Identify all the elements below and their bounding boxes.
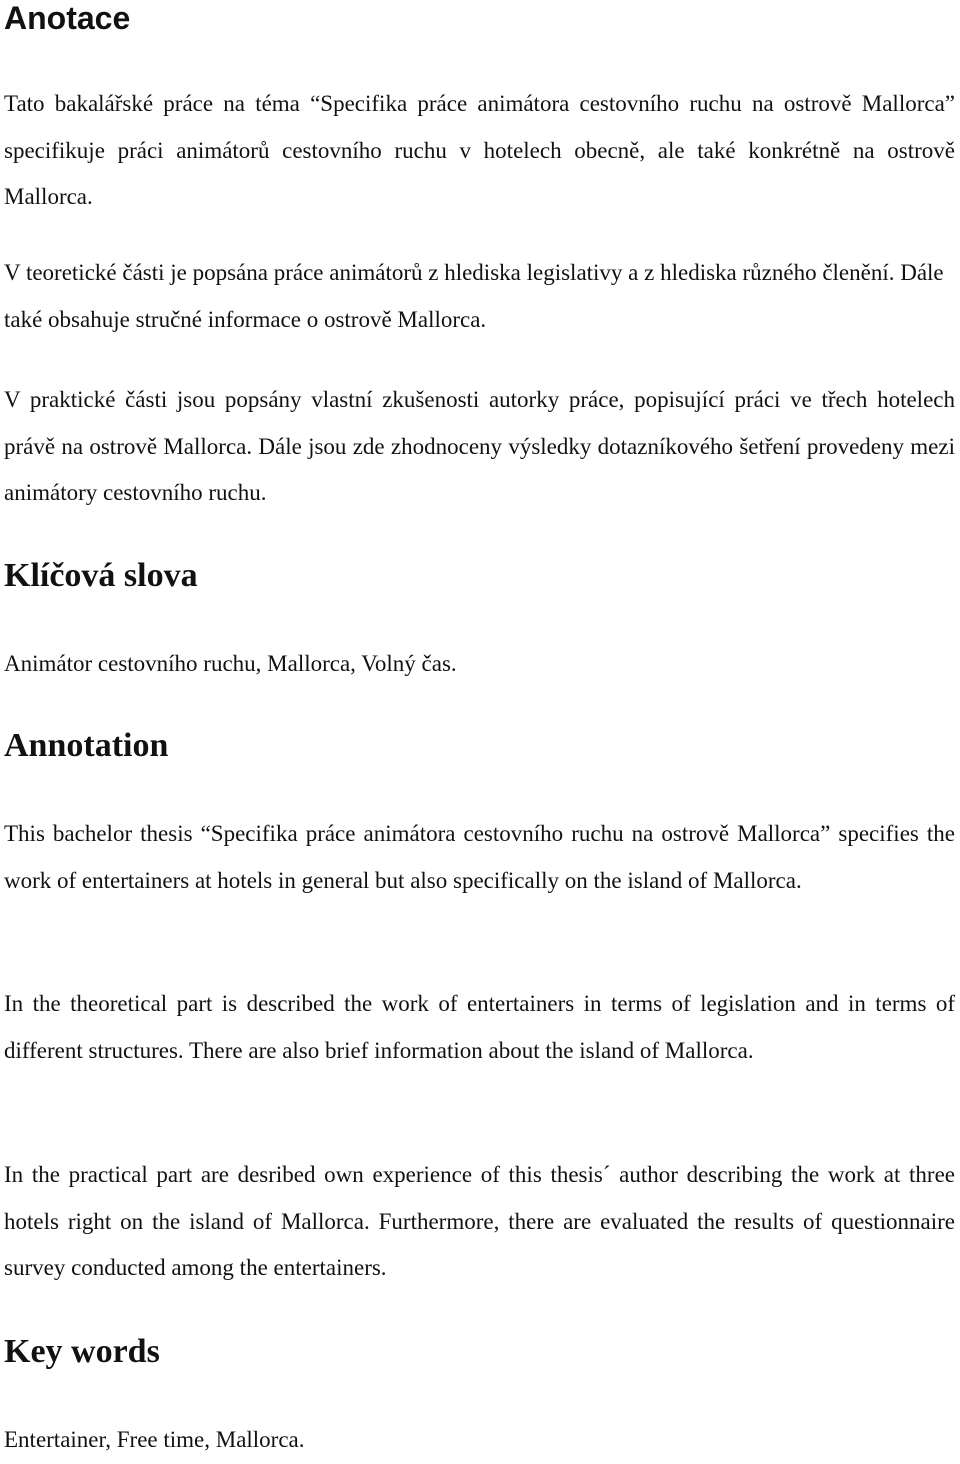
english-paragraph-1: This bachelor thesis “Specifika práce animátora cestovního ruchu na ostrově Mallorca” specifies the work of entertainers at hotels in general but also specifically on the island of Mallorca. — [4, 821, 955, 893]
czech-paragraph-2: V teoretické části je popsána práce animátorů z hlediska legislativy a z hlediska různého členění. Dále také obsahuje stručné informace o ostrově Mallorca. — [4, 260, 944, 332]
heading-klicova-slova: Klíčová slova — [4, 557, 198, 594]
heading-annotation: Annotation — [4, 727, 169, 764]
heading-anotace: Anotace — [4, 0, 131, 36]
heading-key-words: Key words — [4, 1333, 160, 1370]
english-keywords: Entertainer, Free time, Mallorca. — [4, 1427, 305, 1452]
czech-paragraph-1: Tato bakalářské práce na téma “Specifika práce animátora cestovního ruchu na ostrově Mallorca” specifikuje práci animátorů cestovního ruchu v hotelech obecně, ale také konkrétně na ostrově Mallorca. — [4, 91, 955, 209]
czech-paragraph-3: V praktické části jsou popsány vlastní zkušenosti autorky práce, popisující práci ve třech hotelech právě na ostrově Mallorca. Dále jsou zde zhodnoceny výsledky dotazníkového šetření provedeny mezi animátory cestovního ruchu. — [4, 387, 955, 505]
english-paragraph-3: In the practical part are desribed own experience of this thesis´ author describing the work at three hotels right on the island of Mallorca. Furthermore, there are evaluated the results of questionnaire survey conducted among the entertainers. — [4, 1162, 955, 1280]
english-paragraph-2: In the theoretical part is described the work of entertainers in terms of legislation and in terms of different structures. There are also brief information about the island of Mallorca. — [4, 991, 955, 1063]
czech-keywords: Animátor cestovního ruchu, Mallorca, Volný čas. — [4, 651, 457, 676]
